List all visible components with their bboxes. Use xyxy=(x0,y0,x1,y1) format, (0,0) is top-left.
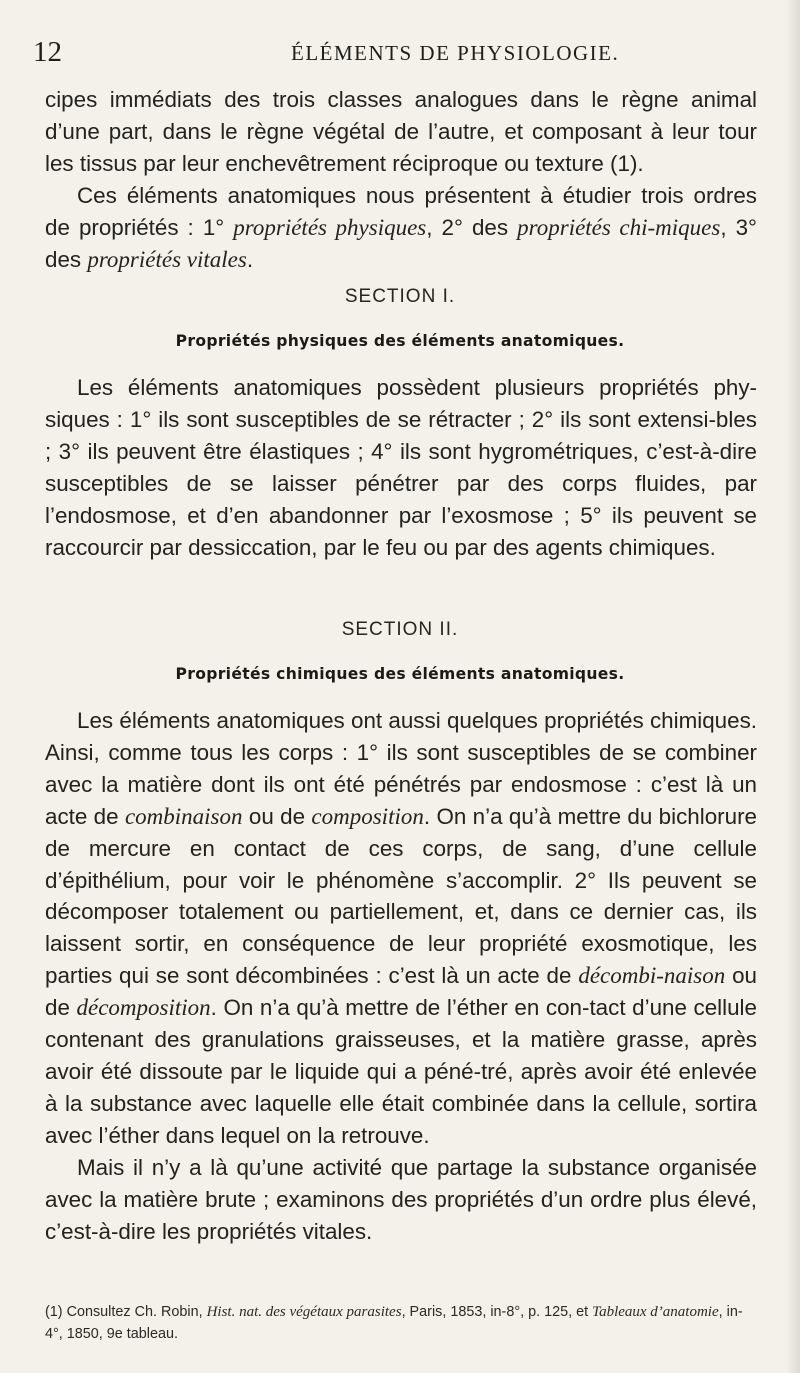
section-1-heading: Propriétés physiques des éléments anatomiques. xyxy=(175,332,625,350)
intro-block xyxy=(45,84,757,275)
term-composition: composition xyxy=(311,803,424,829)
section-2-paragraph-2: Mais il n’y a là qu’une activité que partage la substance organisée avec la matière brute ; examinons des propriétés d’un ordre plus élevé, c’est-à-dire les propriétés vitales. xyxy=(45,1154,757,1244)
running-title: ÉLÉMENTS DE PHYSIOLOGIE. xyxy=(291,41,620,65)
term-physical-properties: propriétés physiques xyxy=(233,214,427,240)
section-1-body xyxy=(45,372,757,563)
section-2-paragraph-1: Les éléments anatomiques ont aussi quelques propriétés chimiques. Ainsi, comme tous les corps : 1° ils sont susceptibles de se combiner avec la matière dont ils ont été pénétrés par endosmose : c’est là un acte de combinaison ou de composition. On n’a qu’à mettre du bichlorure de mercure en contact de ces corps, de sang, d’une cellule d’épithélium, pour voir le phénomène s’accomplir. 2° Ils peuvent se décomposer totalement ou partiellement, et, dans ce dernier cas, ils laissent sortir, en conséquence de leur propriété exosmotique, les parties qui se sont décombinées : c’est là un acte de décombi-naison ou de décomposition. On n’a qu’à mettre de l’éther en con-tact d’une cellule contenant des granulations graisseuses, et la matière grasse, après avoir été dissoute par le liquide qui a péné-tré, après avoir été enlevée à la substance avec laquelle elle était combinée dans la cellule, sortira avec l’éther dans lequel on la retrouve. xyxy=(45,708,757,1148)
footnote-title-2: Tableaux d’anatomie xyxy=(592,1304,719,1320)
term-combinaison: combinaison xyxy=(124,803,243,829)
running-header xyxy=(33,34,753,70)
section-1-paragraph: Les éléments anatomiques possèdent plusieurs propriétés phy-siques : 1° ils sont susceptibles de se rétracter ; 2° ils sont extensi-bles ; 3° ils peuvent être élastiques ; 4° ils sont hygrométriques, c’est-à-dire susceptibles de se laisser pénétrer par des corps fluides, par l’endosmose, et d’en abandonner par l’exosmose ; 5° ils peuvent se raccourcir par dessiccation, par le feu ou par des agents chimiques. xyxy=(45,375,757,560)
page-edge-shadow xyxy=(786,0,800,1373)
term-decomposition: décomposition xyxy=(76,995,211,1021)
intro-paragraph-continued: cipes immédiats des trois classes analogues dans le règne animal d’une part, dans le règne végétal de l’autre, et composant à leur tour les tissus par leur enchevêtrement réciproque ou texture (1). xyxy=(45,87,757,176)
footnote-title-1: Hist. nat. des végétaux parasites xyxy=(206,1304,402,1320)
section-2-heading: Propriétés chimiques des éléments anatomiques. xyxy=(175,665,625,683)
section-1-label: SECTION I. xyxy=(344,286,456,307)
term-decombinaison: décombi-naison xyxy=(578,963,726,989)
page-number: 12 xyxy=(33,36,62,68)
footnote: (1) Consultez Ch. Robin, Hist. nat. des végétaux parasites, Paris, 1853, in-8°, p. 125, et Tableaux d’anatomie, in-4°, 1850, 9e tableau. xyxy=(45,1304,743,1342)
term-chemical-properties: propriétés chi-miques xyxy=(517,214,721,240)
section-2-label: SECTION II. xyxy=(341,619,459,640)
intro-paragraph-properties: Ces éléments anatomiques nous présentent à étudier trois ordres de propriétés : 1° propriétés physiques, 2° des propriétés chi-miques, 3° des propriétés vitales. xyxy=(45,182,758,272)
term-vital-properties: propriétés vitales xyxy=(87,246,247,272)
section-2-body xyxy=(45,705,757,1247)
